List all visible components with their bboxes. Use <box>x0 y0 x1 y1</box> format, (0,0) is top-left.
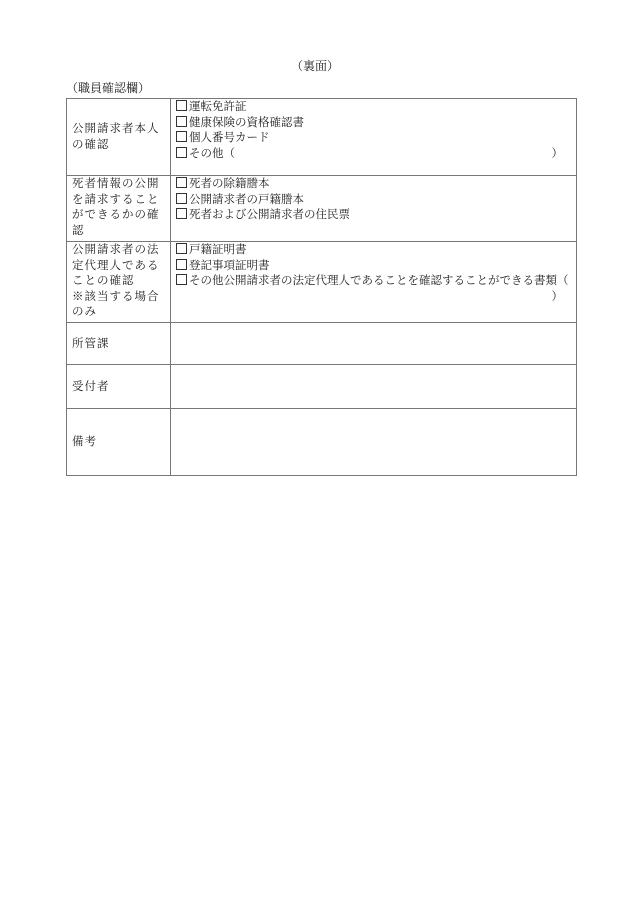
option-resident-records[interactable]: 死者および公開請求者の住民票 <box>176 207 571 223</box>
option-other-representative-documents[interactable]: その他公開請求者の法定代理人であることを確認することができる書類（ ） <box>176 273 571 289</box>
table-row-receptionist <box>67 365 577 409</box>
options-cell <box>171 176 577 242</box>
option-my-number-card[interactable]: 個人番号カード <box>176 130 571 146</box>
checkbox-icon[interactable] <box>176 274 187 285</box>
table-row-department <box>67 323 577 365</box>
table-row-requester-identity <box>67 99 577 176</box>
checkbox-icon[interactable] <box>176 259 187 270</box>
option-family-register-certificate[interactable]: 戸籍証明書 <box>176 242 571 258</box>
option-health-insurance-certificate[interactable]: 健康保険の資格確認書 <box>176 115 571 131</box>
checkbox-icon[interactable] <box>176 243 187 254</box>
row-label <box>67 242 171 323</box>
table-row-deceased-info-eligibility <box>67 176 577 242</box>
page-side-title: （裏面） <box>290 59 339 73</box>
option-other[interactable]: その他（ ） <box>176 146 571 162</box>
department-label: 所管課 <box>67 323 171 365</box>
staff-confirmation-heading: （職員確認欄） <box>66 81 151 95</box>
row-label <box>67 99 171 176</box>
options-cell <box>171 99 577 176</box>
other-fill-in-close: ） <box>551 288 563 303</box>
option-deceased-removed-register[interactable]: 死者の除籍謄本 <box>176 176 571 192</box>
legal-representative-label: 公開請求者の法定代理人であることの確認 <box>72 242 160 287</box>
checkbox-icon[interactable] <box>176 208 187 219</box>
receptionist-label: 受付者 <box>67 365 171 409</box>
option-requester-family-register[interactable]: 公開請求者の戸籍謄本 <box>176 192 571 208</box>
options-cell <box>171 242 577 323</box>
remarks-label: 備考 <box>67 409 171 476</box>
option-drivers-license[interactable]: 運転免許証 <box>176 99 571 115</box>
option-registry-certificate[interactable]: 登記事項証明書 <box>176 258 571 274</box>
deceased-eligibility-label: 死者情報の公開を請求することができるかの確認 <box>67 176 171 242</box>
checkbox-icon[interactable] <box>176 147 187 158</box>
table-row-remarks <box>67 409 577 476</box>
department-field[interactable] <box>171 323 577 365</box>
table-row-legal-representative <box>67 242 577 323</box>
staff-confirmation-table <box>66 98 577 476</box>
other-fill-in-close: ） <box>551 145 563 160</box>
requester-identity-label: 公開請求者本人の確認 <box>72 121 160 151</box>
checkbox-icon[interactable] <box>176 100 187 111</box>
applicable-only-note: ※該当する場合のみ <box>72 288 160 318</box>
checkbox-icon[interactable] <box>176 116 187 127</box>
checkbox-icon[interactable] <box>176 131 187 142</box>
remarks-field[interactable] <box>171 409 577 476</box>
checkbox-icon[interactable] <box>176 193 187 204</box>
receptionist-field[interactable] <box>171 365 577 409</box>
checkbox-icon[interactable] <box>176 177 187 188</box>
